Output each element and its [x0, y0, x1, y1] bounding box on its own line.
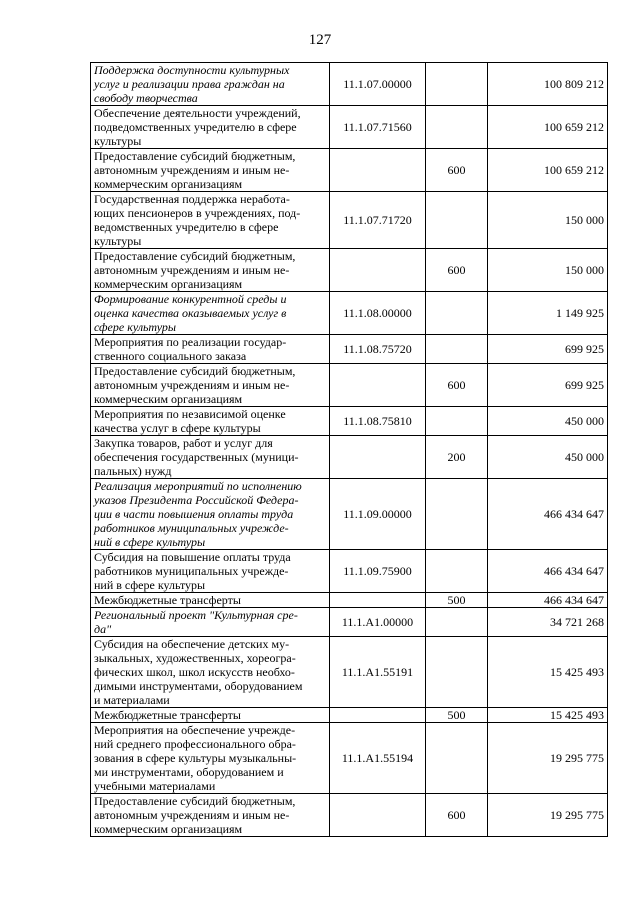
amount-cell: 1 149 925: [488, 292, 608, 335]
table-row: [91, 550, 608, 593]
expense-type-cell: [426, 407, 488, 436]
item-name-line: Межбюджетные трансферты: [94, 708, 241, 722]
amount-cell: 100 659 212: [488, 106, 608, 149]
budget-code-cell: [330, 364, 426, 407]
expense-type-cell: [426, 479, 488, 550]
budget-code-cell: [330, 436, 426, 479]
item-name-line: автономным учреждениям и иным не-: [94, 263, 290, 277]
item-name-line: и материалами: [94, 693, 170, 707]
item-name-line: Субсидия на повышение оплаты труда: [94, 550, 291, 564]
amount-cell: 466 434 647: [488, 550, 608, 593]
expense-type-cell: [426, 335, 488, 364]
table-row: [91, 593, 608, 608]
amount-cell: 15 425 493: [488, 637, 608, 708]
item-name-line: ции в части повышения оплаты труда: [94, 507, 294, 521]
budget-code-cell: 11.1.08.75810: [330, 407, 426, 436]
item-name-line: Поддержка доступности культурных: [94, 63, 290, 77]
expense-type-cell: [426, 550, 488, 593]
budget-code-cell: 11.1.08.75720: [330, 335, 426, 364]
amount-cell: 150 000: [488, 192, 608, 249]
item-name-line: обеспечения государственных (муници-: [94, 450, 299, 464]
item-name-line: да": [94, 622, 112, 636]
budget-code-cell: 11.1.07.00000: [330, 63, 426, 106]
page-number: 127: [308, 32, 332, 48]
item-name-line: подведомственных учредителю в сфере: [94, 120, 297, 134]
table-row: [91, 364, 608, 407]
item-name-line: Закупка товаров, работ и услуг для: [94, 436, 273, 450]
budget-code-cell: 11.1.09.00000: [330, 479, 426, 550]
expense-type-cell: 600: [426, 794, 488, 837]
expense-type-cell: 600: [426, 149, 488, 192]
expense-type-cell: [426, 292, 488, 335]
item-name-line: фических школ, школ искусств необхо-: [94, 665, 295, 679]
table-row: [91, 106, 608, 149]
expense-type-cell: [426, 192, 488, 249]
amount-cell: 100 659 212: [488, 149, 608, 192]
item-name-line: Межбюджетные трансферты: [94, 593, 241, 607]
table-row: [91, 436, 608, 479]
budget-code-cell: 11.1.07.71560: [330, 106, 426, 149]
budget-code-cell: 11.1.08.00000: [330, 292, 426, 335]
item-name-line: культуры: [94, 234, 142, 248]
expense-type-cell: 500: [426, 708, 488, 723]
item-name-line: учебными материалами: [94, 779, 216, 793]
budget-code-cell: [330, 149, 426, 192]
item-name-line: Предоставление субсидий бюджетным,: [94, 249, 296, 263]
item-name-cell: [91, 436, 330, 479]
amount-cell: 699 925: [488, 335, 608, 364]
item-name-cell: [91, 608, 330, 637]
item-name-line: пальных) нужд: [94, 464, 172, 478]
item-name-line: свободу творчества: [94, 91, 198, 105]
amount-cell: 15 425 493: [488, 708, 608, 723]
table-row: [91, 708, 608, 723]
item-name-line: ми инструментами, оборудованием и: [94, 765, 284, 779]
expense-type-cell: [426, 63, 488, 106]
item-name-line: автономным учреждениям и иным не-: [94, 808, 290, 822]
budget-code-cell: 11.1.A1.00000: [330, 608, 426, 637]
expense-type-cell: [426, 106, 488, 149]
item-name-cell: [91, 292, 330, 335]
table-row: [91, 479, 608, 550]
table-row: [91, 63, 608, 106]
table-row: [91, 794, 608, 837]
amount-cell: 466 434 647: [488, 593, 608, 608]
item-name-cell: [91, 550, 330, 593]
item-name-cell: [91, 364, 330, 407]
item-name-cell: [91, 149, 330, 192]
item-name-line: Формирование конкурентной среды и: [94, 292, 287, 306]
item-name-line: ний в сфере культуры: [94, 578, 206, 592]
table-row: [91, 637, 608, 708]
item-name-line: услуг и реализации права граждан на: [94, 77, 285, 91]
budget-code-cell: 11.1.07.71720: [330, 192, 426, 249]
item-name-line: культуры: [94, 134, 142, 148]
budget-table: [90, 62, 608, 837]
item-name-line: сфере культуры: [94, 320, 177, 334]
budget-table-body: [91, 63, 608, 837]
item-name-cell: [91, 794, 330, 837]
item-name-cell: [91, 192, 330, 249]
item-name-line: коммерческим организациям: [94, 822, 243, 836]
budget-code-cell: 11.1.A1.55191: [330, 637, 426, 708]
item-name-cell: [91, 708, 330, 723]
amount-cell: 466 434 647: [488, 479, 608, 550]
budget-code-cell: [330, 708, 426, 723]
item-name-cell: [91, 593, 330, 608]
item-name-line: качества услуг в сфере культуры: [94, 421, 261, 435]
item-name-line: коммерческим организациям: [94, 392, 243, 406]
item-name-line: Субсидия на обеспечение детских му-: [94, 637, 290, 651]
item-name-line: димыми инструментами, оборудованием: [94, 679, 303, 693]
budget-code-cell: 11.1.A1.55194: [330, 723, 426, 794]
item-name-line: ний среднего профессионального обра-: [94, 737, 296, 751]
amount-cell: 450 000: [488, 436, 608, 479]
item-name-line: Мероприятия по независимой оценке: [94, 407, 286, 421]
item-name-line: работников муниципальных учрежде-: [94, 564, 289, 578]
expense-type-cell: [426, 723, 488, 794]
item-name-line: работников муниципальных учрежде-: [94, 521, 289, 535]
amount-cell: 100 809 212: [488, 63, 608, 106]
item-name-cell: [91, 249, 330, 292]
item-name-line: Реализация мероприятий по исполнению: [94, 479, 302, 493]
amount-cell: 150 000: [488, 249, 608, 292]
item-name-line: Государственная поддержка неработа-: [94, 192, 290, 206]
amount-cell: 19 295 775: [488, 723, 608, 794]
expense-type-cell: [426, 608, 488, 637]
amount-cell: 34 721 268: [488, 608, 608, 637]
item-name-line: коммерческим организациям: [94, 177, 243, 191]
budget-code-cell: [330, 794, 426, 837]
item-name-cell: [91, 637, 330, 708]
item-name-cell: [91, 723, 330, 794]
table-row: [91, 192, 608, 249]
item-name-line: указов Президента Российской Федера-: [94, 493, 299, 507]
item-name-line: ний в сфере культуры: [94, 535, 206, 549]
item-name-line: ведомственных учредителю в сфере: [94, 220, 279, 234]
table-row: [91, 723, 608, 794]
item-name-line: Мероприятия по реализации государ-: [94, 335, 287, 349]
expense-type-cell: 600: [426, 364, 488, 407]
table-row: [91, 407, 608, 436]
amount-cell: 699 925: [488, 364, 608, 407]
item-name-cell: [91, 63, 330, 106]
budget-code-cell: [330, 593, 426, 608]
table-row: [91, 249, 608, 292]
budget-code-cell: [330, 249, 426, 292]
item-name-line: оценка качества оказываемых услуг в: [94, 306, 287, 320]
table-row: [91, 335, 608, 364]
table-row: [91, 608, 608, 637]
item-name-line: Региональный проект "Культурная сре-: [94, 608, 298, 622]
item-name-line: ющих пенсионеров в учреждениях, под-: [94, 206, 301, 220]
amount-cell: 19 295 775: [488, 794, 608, 837]
item-name-cell: [91, 106, 330, 149]
expense-type-cell: 200: [426, 436, 488, 479]
item-name-line: зыкальных, художественных, хореогра-: [94, 651, 296, 665]
expense-type-cell: [426, 637, 488, 708]
item-name-line: Предоставление субсидий бюджетным,: [94, 364, 296, 378]
item-name-line: коммерческим организациям: [94, 277, 243, 291]
item-name-line: Обеспечение деятельности учреждений,: [94, 106, 301, 120]
item-name-line: автономным учреждениям и иным не-: [94, 163, 290, 177]
table-row: [91, 149, 608, 192]
item-name-line: автономным учреждениям и иным не-: [94, 378, 290, 392]
item-name-cell: [91, 479, 330, 550]
item-name-line: Мероприятия на обеспечение учрежде-: [94, 723, 296, 737]
item-name-line: Предоставление субсидий бюджетным,: [94, 794, 296, 808]
item-name-line: Предоставление субсидий бюджетным,: [94, 149, 296, 163]
expense-type-cell: 500: [426, 593, 488, 608]
amount-cell: 450 000: [488, 407, 608, 436]
expense-type-cell: 600: [426, 249, 488, 292]
item-name-line: ственного социального заказа: [94, 349, 247, 363]
item-name-cell: [91, 335, 330, 364]
item-name-cell: [91, 407, 330, 436]
budget-code-cell: 11.1.09.75900: [330, 550, 426, 593]
item-name-line: зования в сфере культуры музыкальны-: [94, 751, 297, 765]
table-row: [91, 292, 608, 335]
